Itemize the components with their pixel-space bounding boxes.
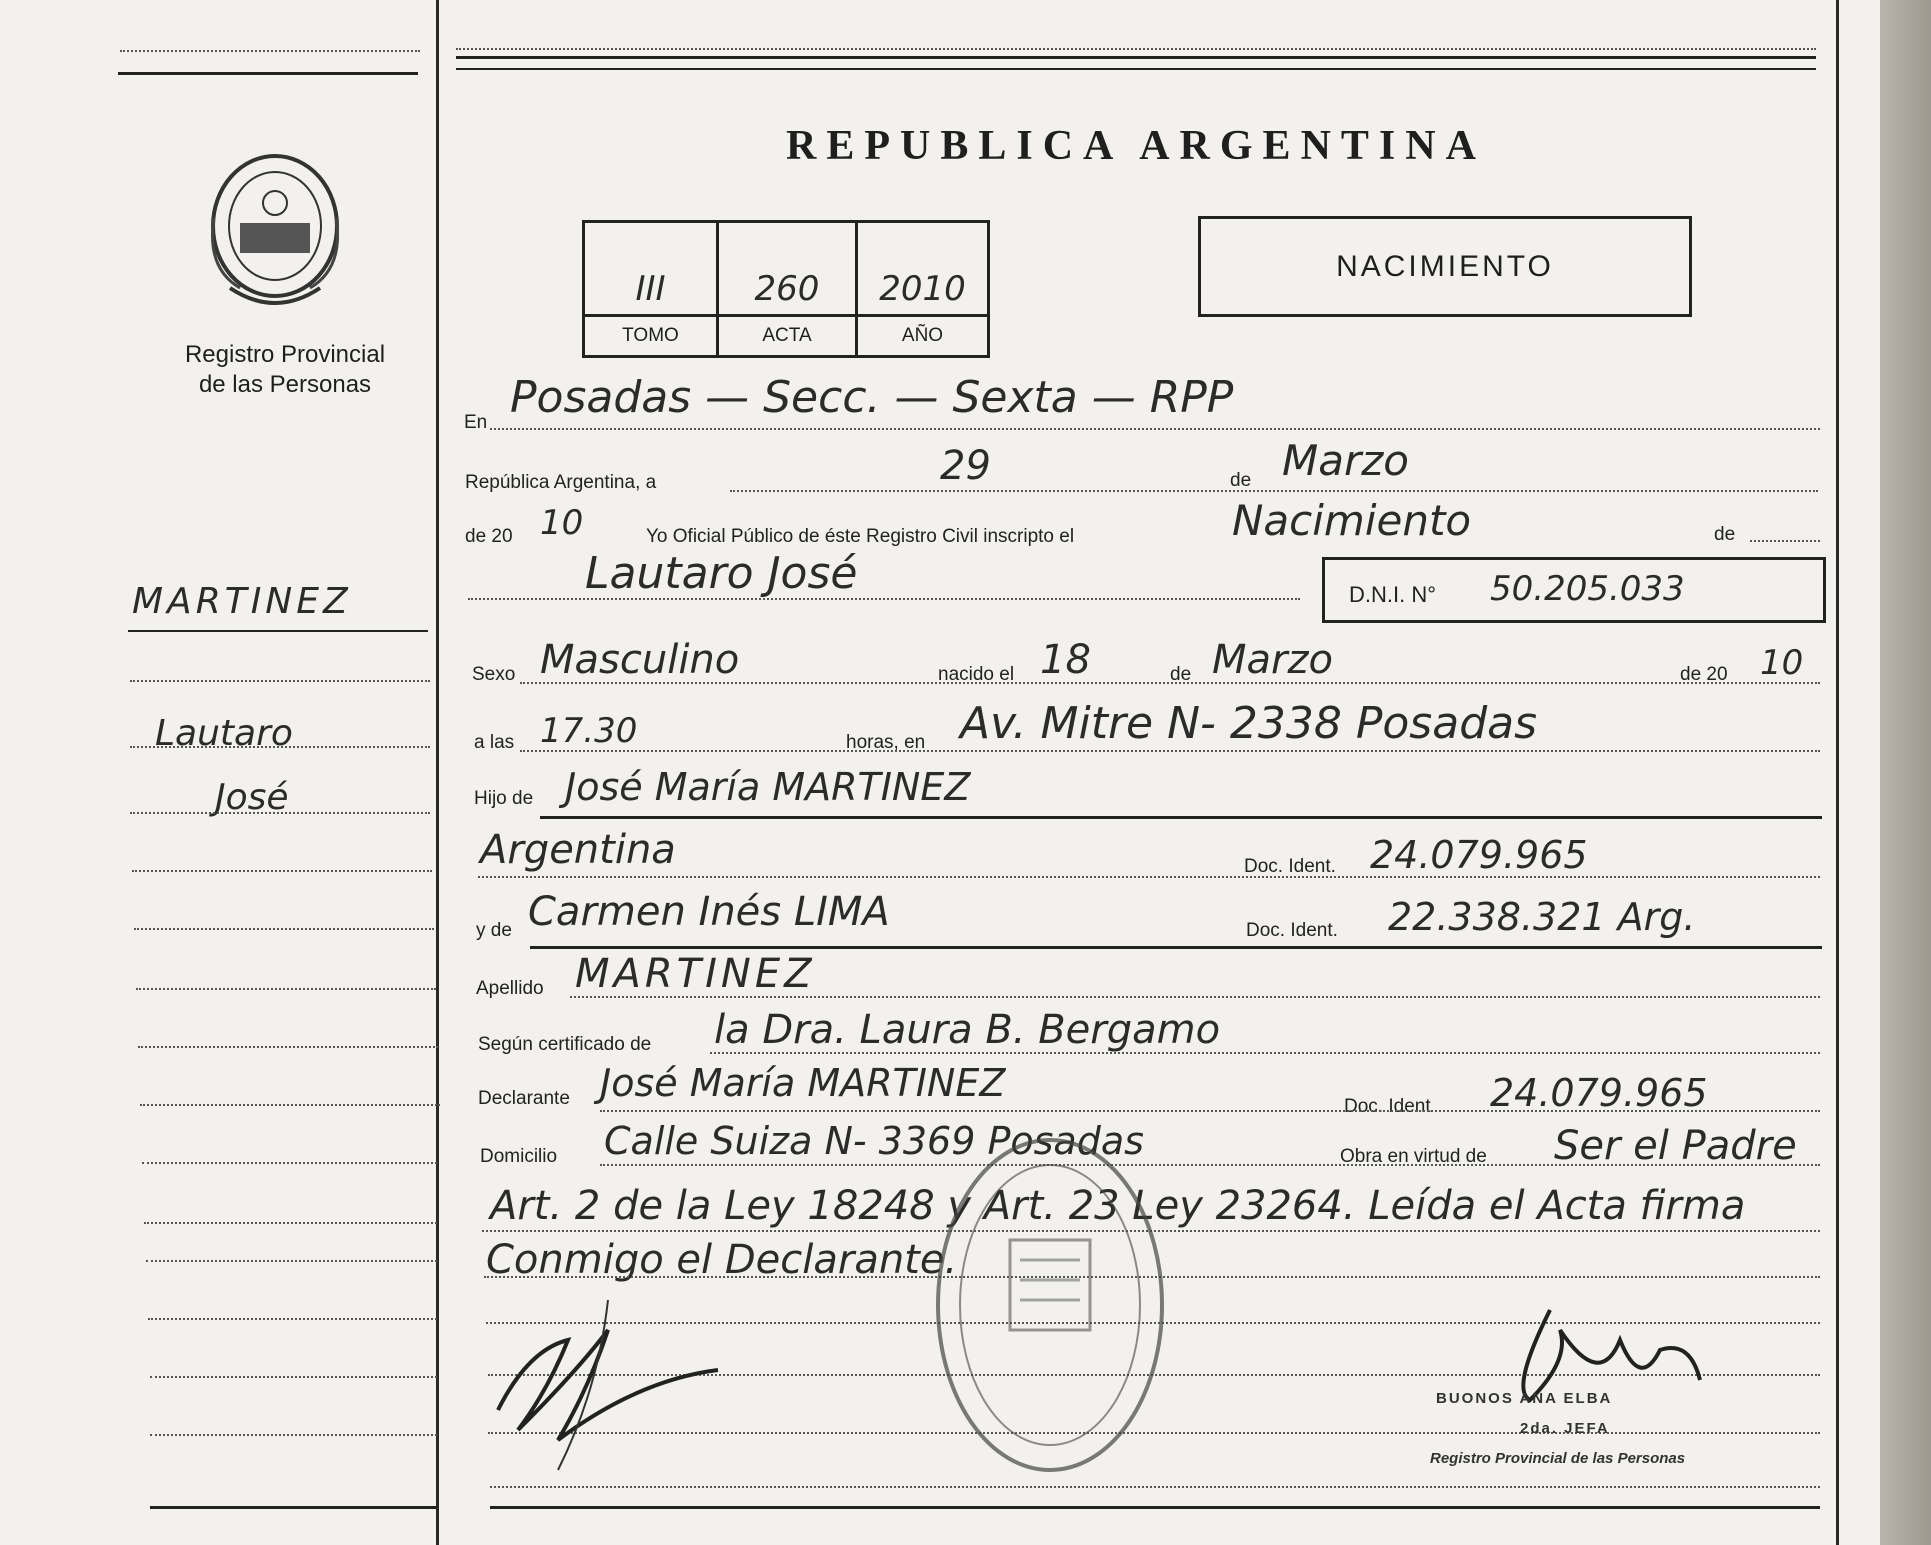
de-month-label: de [1230, 470, 1252, 491]
declarante-value: José María MARTINEZ [600, 1061, 1006, 1105]
oficial-label: Yo Oficial Público de éste Registro Civil inscripto el [646, 526, 1075, 547]
sidebar-rule-12 [146, 1260, 437, 1262]
yde-label: y de [476, 920, 512, 941]
republica-label: República Argentina, a [465, 472, 657, 493]
horas-label: horas, en [846, 732, 926, 753]
padre-doc-label: Doc. Ident. [1244, 856, 1336, 877]
declarante-doc-value: 24.079.965 [1490, 1071, 1708, 1115]
name-rule [468, 598, 1300, 600]
column-divider [436, 0, 439, 1545]
sidebar-rule-3 [130, 746, 430, 748]
sidebar-rule-13 [148, 1318, 437, 1320]
sidebar-rule-7 [136, 988, 436, 990]
hijo-label: Hijo de [474, 788, 534, 809]
madre-rule [530, 946, 1822, 949]
sidebar-surname: MARTINEZ [132, 581, 352, 622]
padre-rule [478, 876, 1820, 878]
acta-value: 260 [754, 269, 820, 309]
anio-value: 2010 [879, 269, 966, 309]
domicilio-label: Domicilio [480, 1146, 558, 1167]
day-value: 29 [940, 443, 991, 489]
sidebar-rule-2 [130, 680, 430, 682]
registry-name-line1: Registro Provincial [184, 341, 386, 368]
domicilio-rule [600, 1164, 1820, 1166]
alas-label: a las [474, 732, 515, 753]
provincial-seal-icon [200, 148, 350, 308]
declarante-label: Declarante [478, 1088, 570, 1109]
sidebar-rule-9 [140, 1104, 440, 1106]
en-rule [490, 428, 1820, 430]
tomo-cell [585, 223, 719, 355]
nacido-de-label: de [1170, 664, 1192, 685]
sidebar-rule-11 [144, 1222, 437, 1224]
sidebar-rule-14 [150, 1376, 437, 1378]
nota-line-1: Art. 2 de la Ley 18248 y Art. 23 Ley 23264. Leída el Acta firma [490, 1183, 1746, 1229]
sidebar-rule-6 [134, 928, 434, 930]
acta-label: ACTA [719, 314, 855, 355]
sidebar-rule-4 [130, 812, 430, 814]
obra-label: Obra en virtud de [1340, 1146, 1487, 1167]
hijo-rule [540, 816, 1822, 819]
sidebar-bottom-bar [150, 1506, 437, 1509]
year-suffix-value: 10 [540, 503, 584, 543]
dni-value: 50.205.033 [1490, 569, 1685, 609]
nota-line-2: Conmigo el Declarante. [486, 1237, 958, 1283]
anio-cell [858, 223, 987, 355]
nacido-year-label: de 20 [1680, 664, 1728, 685]
top-rule [456, 48, 1816, 50]
obra-value: Ser el Padre [1554, 1123, 1797, 1169]
sexo-value: Masculino [540, 637, 740, 683]
de-end-rule [1750, 540, 1820, 542]
apellido-value: MARTINEZ [575, 951, 816, 997]
stamp-role: 2da. JEFA [1520, 1420, 1610, 1437]
year-prefix-label: de 20 [465, 526, 513, 547]
nota-rule-6 [490, 1486, 1820, 1488]
sexo-rule [520, 682, 1820, 684]
de-end-label: de [1714, 524, 1736, 545]
lugar-value: Av. Mitre N- 2338 Posadas [960, 698, 1538, 749]
certificado-rule [710, 1052, 1820, 1054]
republica-rule [730, 490, 1818, 492]
stamp-name: BUONOS ANA ELBA [1436, 1390, 1613, 1407]
top-bar [456, 56, 1816, 59]
birth-day: 18 [1040, 637, 1091, 683]
tomo-label: TOMO [585, 314, 716, 355]
apellido-rule [570, 996, 1820, 998]
stamp-office: Registro Provincial de las Personas [1430, 1450, 1686, 1467]
madre-doc-label: Doc. Ident. [1246, 920, 1338, 941]
record-type-box: NACIMIENTO [1198, 216, 1692, 317]
apellido-label: Apellido [476, 978, 544, 999]
sidebar-name-2: José [215, 777, 289, 818]
tomo-value: III [635, 269, 666, 309]
right-border [1836, 0, 1839, 1545]
nacido-label: nacido el [938, 664, 1015, 685]
top-left-bar [118, 72, 418, 75]
alas-rule [520, 750, 1820, 752]
document-title: REPUBLICA ARGENTINA [786, 123, 1486, 169]
madre-doc-value: 22.338.321 Arg. [1388, 895, 1696, 939]
padre-doc-value: 24.079.965 [1370, 833, 1588, 877]
madre-value: Carmen Inés LIMA [528, 889, 890, 935]
padre-nacionalidad: Argentina [480, 827, 676, 873]
domicilio-value: Calle Suiza N- 3369 Posadas [604, 1119, 1144, 1163]
registry-name-line2: de las Personas [198, 371, 372, 398]
hora-value: 17.30 [540, 711, 638, 751]
bottom-bar [490, 1506, 1820, 1509]
page-edge [1880, 0, 1931, 1545]
padre-value: José María MARTINEZ [565, 765, 971, 809]
birth-month: Marzo [1212, 637, 1333, 683]
oficial-value: Nacimiento [1232, 496, 1472, 545]
sidebar-rule-15 [150, 1434, 437, 1436]
top-left-rule [120, 50, 420, 52]
child-name: Lautaro José [585, 548, 858, 599]
declarante-rule [600, 1110, 1820, 1112]
top-bar-2 [456, 68, 1816, 70]
sidebar-rule-8 [138, 1046, 438, 1048]
sexo-label: Sexo [472, 664, 516, 685]
certificado-value: la Dra. Laura B. Bergamo [714, 1007, 1221, 1053]
certificado-label: Según certificado de [478, 1034, 652, 1055]
anio-label: AÑO [858, 314, 987, 355]
sidebar-rule-5 [132, 870, 432, 872]
sidebar-rule-1 [128, 630, 428, 632]
birth-year-value: 10 [1760, 643, 1804, 683]
declarante-signature-icon [488, 1280, 728, 1480]
en-value: Posadas — Secc. — Sexta — RPP [510, 372, 1234, 423]
declarante-doc-label: Doc. Ident [1344, 1096, 1431, 1117]
month-value: Marzo [1282, 436, 1409, 485]
registry-round-stamp-icon [930, 1130, 1170, 1480]
en-label: En [464, 412, 488, 433]
tomo-acta-anio-table [582, 220, 990, 358]
sidebar-name-1: Lautaro [155, 713, 293, 754]
dni-label: D.N.I. N° [1349, 582, 1437, 607]
acta-cell [719, 223, 858, 355]
dni-box [1322, 557, 1826, 623]
sidebar-rule-10 [142, 1162, 437, 1164]
